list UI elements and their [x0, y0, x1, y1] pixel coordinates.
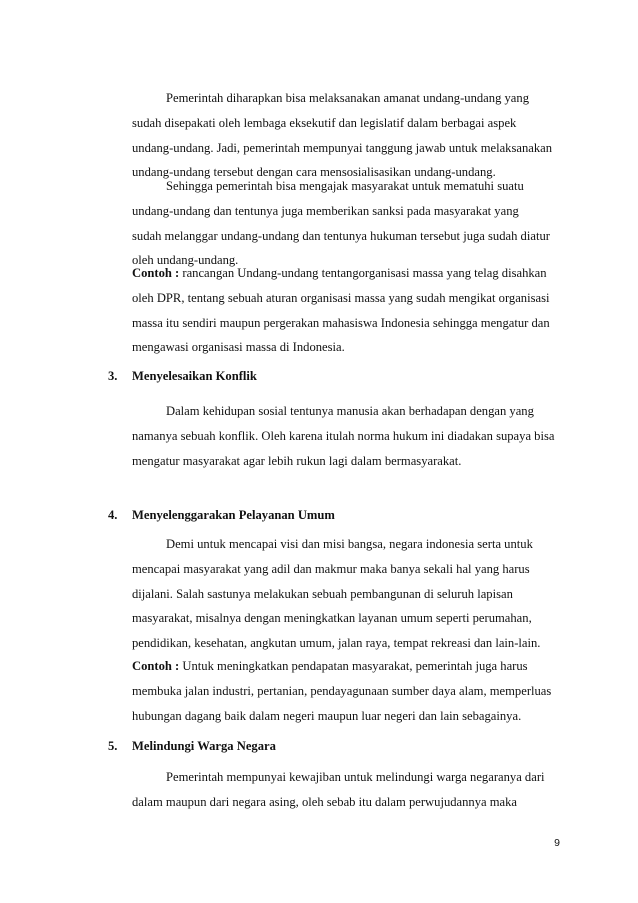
text-line: dalam maupun dari negara asing, oleh sebab itu dalam perwujudannya maka [132, 794, 518, 809]
text-line: dijalani. Salah sastunya melakukan sebuah pembangunan di seluruh lapisan [132, 586, 513, 601]
section-3-heading [108, 366, 257, 386]
example-text: rancangan Undang-undang tentangorganisasi massa yang telag disahkan [182, 266, 547, 280]
text-line: membuka jalan industri, pertanian, pendayagunaan sumber daya alam, memperluas [132, 683, 552, 698]
section-number: 4. [108, 508, 118, 522]
text-line: Sehingga pemerintah bisa mengajak masyarakat untuk mematuhi suatu [166, 179, 524, 193]
text-line: mengatur masyarakat agar lebih rukun lagi dalam bermasyarakat. [132, 453, 462, 468]
text-line: massa itu sendiri maupun pergerakan mahasiswa Indonesia sehingga mengatur dan [132, 315, 550, 330]
example-text: Untuk meningkatkan pendapatan masyarakat, pemerintah juga harus [182, 659, 528, 673]
example-label: Contoh : [132, 659, 180, 673]
text-line: oleh undang-undang. [132, 253, 239, 268]
section-4-heading [108, 505, 335, 525]
text-line: oleh DPR, tentang sebuah aturan organisasi massa yang sudah mengikat organisasi [132, 290, 550, 305]
text-line: mencapai masyarakat yang adil dan makmur maka banya sekali hal yang harus [132, 561, 530, 576]
text-line: sudah disepakati oleh lembaga eksekutif dan legislatif dalam berbagai aspek [132, 115, 517, 130]
example-2 [132, 654, 562, 728]
section-5-heading [108, 736, 276, 756]
paragraph-2 [132, 174, 562, 273]
text-line: namanya sebuah konflik. Oleh karena itulah norma hukum ini diadakan supaya bisa [132, 428, 555, 443]
text-line: undang-undang. Jadi, pemerintah mempunyai tanggung jawab untuk melaksanakan [132, 140, 553, 155]
text-line: Pemerintah mempunyai kewajiban untuk melindungi warga negaranya dari [166, 770, 545, 784]
section-title: Melindungi Warga Negara [132, 739, 276, 753]
text-line: Dalam kehidupan sosial tentunya manusia akan berhadapan dengan yang [166, 404, 534, 418]
section-title: Menyelenggarakan Pelayanan Umum [132, 508, 335, 522]
text-line: masyarakat, misalnya dengan meningkatkan layanan umum seperti perumahan, [132, 611, 532, 626]
section-title: Menyelesaikan Konflik [132, 369, 257, 383]
paragraph-1 [132, 86, 562, 185]
text-line: hubungan dagang baik dalam negeri maupun luar negeri dan lain sebagainya. [132, 708, 522, 723]
example-label: Contoh : [132, 266, 180, 280]
section-number: 3. [108, 369, 118, 383]
text-line: pendidikan, kesehatan, angkutan umum, jalan raya, tempat rekreasi dan lain-lain. [132, 636, 541, 651]
text-line [132, 261, 562, 286]
text-line: Pemerintah diharapkan bisa melaksanakan amanat undang-undang yang [166, 91, 529, 105]
section-5-body [132, 765, 562, 815]
section-number: 5. [108, 739, 118, 753]
text-line: Demi untuk mencapai visi dan misi bangsa, negara indonesia serta untuk [166, 537, 533, 551]
example-1 [132, 261, 562, 360]
page-number: 9 [554, 837, 560, 849]
text-line: sudah melanggar undang-undang dan tentunya hukuman tersebut juga sudah diatur [132, 228, 550, 243]
text-line: undang-undang dan tentunya juga memberikan sanksi pada masyarakat yang [132, 203, 519, 218]
section-3-body [132, 399, 562, 473]
text-line: mengawasi organisasi massa di Indonesia. [132, 340, 345, 355]
section-4-body [132, 532, 562, 656]
text-line [132, 654, 562, 679]
text-line: undang-undang tersebut dengan cara mensosialisasikan undang-undang. [132, 165, 496, 180]
